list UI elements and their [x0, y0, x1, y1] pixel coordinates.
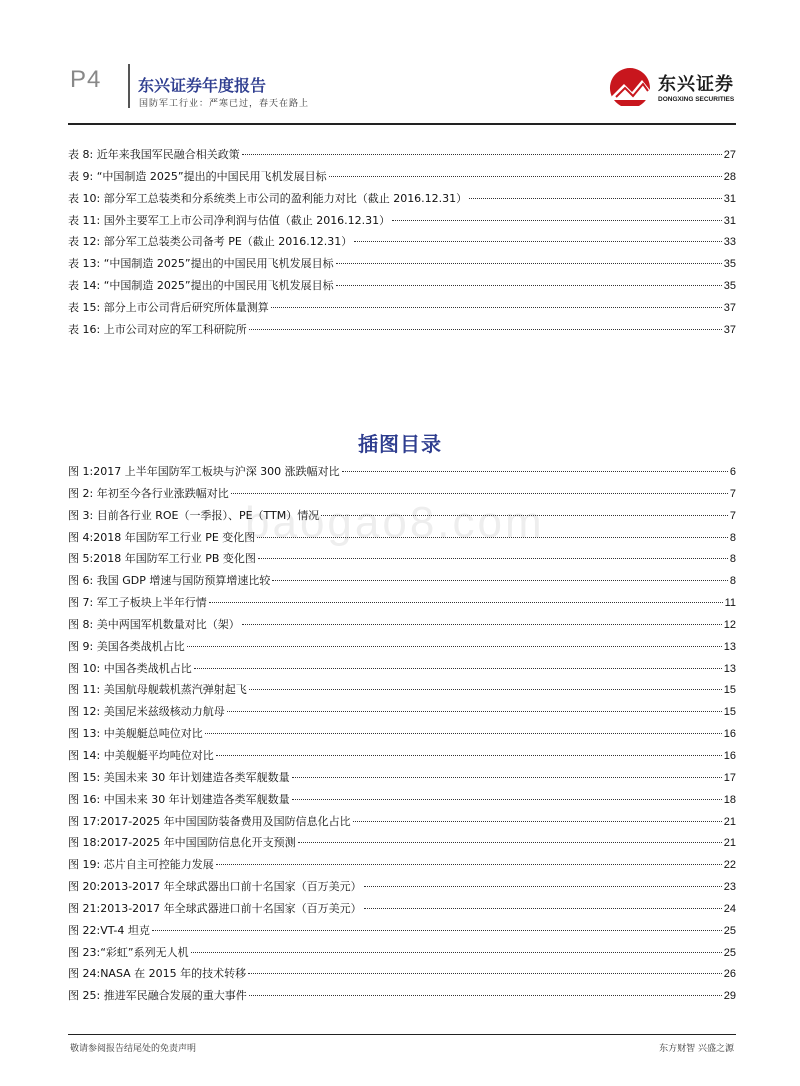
- toc-entry-page: 8: [729, 531, 736, 544]
- toc-entry-page: 37: [723, 323, 736, 336]
- toc-entry-label: 图 6: 我国 GDP 增速与国防预算增速比较: [68, 574, 271, 588]
- toc-leader-dots: [216, 755, 722, 756]
- toc-leader-dots: [205, 733, 722, 734]
- toc-entry-page: 29: [723, 990, 736, 1003]
- logo-english-name: DONGXING SECURITIES: [658, 96, 735, 103]
- page-header: [0, 0, 800, 128]
- toc-entry-page: 16: [723, 728, 736, 741]
- toc-entry-label: 图 1:2017 上半年国防军工板块与沪深 300 涨跌幅对比: [68, 465, 340, 478]
- toc-entry-label: 表 11: 国外主要军工上市公司净利润与估值（截止 2016.12.31）: [68, 213, 391, 227]
- figure-toc-entry[interactable]: [68, 485, 736, 507]
- toc-leader-dots: [329, 176, 722, 177]
- toc-entry-label: 图 18:2017-2025 年中国国防信息化开支预测: [68, 836, 296, 850]
- toc-leader-dots: [209, 602, 723, 603]
- figure-toc-entry[interactable]: [68, 572, 736, 594]
- figure-toc-entry[interactable]: [68, 965, 736, 987]
- logo-mark-icon: [608, 66, 652, 106]
- table-toc-entry[interactable]: [68, 299, 736, 321]
- toc-entry-label: 图 20:2013-2017 年全球武器出口前十名国家（百万美元）: [68, 880, 362, 894]
- toc-entry-label: 图 8: 美中两国军机数量对比（架）: [68, 617, 240, 631]
- toc-entry-label: 图 21:2013-2017 年全球武器进口前十名国家（百万美元）: [68, 901, 362, 915]
- toc-leader-dots: [187, 646, 722, 647]
- footer-rule: [68, 1034, 736, 1035]
- toc-entry-label: 图 9: 美国各类战机占比: [68, 639, 185, 653]
- figure-toc-entry[interactable]: [68, 529, 736, 551]
- toc-entry-label: 图 10: 中国各类战机占比: [68, 661, 192, 675]
- toc-entry-label: 表 9: “中国制造 2025”提出的中国民用飞机发展目标: [68, 169, 327, 183]
- figure-toc-entry[interactable]: [68, 747, 736, 769]
- toc-leader-dots: [354, 241, 721, 242]
- figure-toc-entry[interactable]: [68, 638, 736, 660]
- toc-entry-page: 21: [723, 837, 736, 850]
- toc-entry-page: 15: [723, 706, 736, 719]
- toc-entry-label: 表 12: 部分军工总装类公司备考 PE（截止 2016.12.31）: [68, 235, 353, 249]
- toc-leader-dots: [292, 799, 722, 800]
- figure-toc-entry[interactable]: [68, 878, 736, 900]
- toc-entry-page: 25: [723, 946, 736, 959]
- toc-leader-dots: [364, 908, 722, 909]
- table-toc-entry[interactable]: [68, 277, 736, 299]
- toc-leader-dots: [191, 952, 722, 953]
- toc-entry-label: 图 13: 中美舰艇总吨位对比: [68, 727, 203, 741]
- figure-toc-entry[interactable]: [68, 594, 736, 616]
- toc-entry-label: 图 4:2018 年国防军工行业 PE 变化图: [68, 530, 256, 544]
- toc-entry-page: 17: [723, 771, 736, 784]
- toc-entry-page: 18: [723, 793, 736, 806]
- table-toc-entry[interactable]: [68, 321, 736, 343]
- toc-entry-page: 16: [723, 749, 736, 762]
- toc-entry-page: 24: [723, 902, 736, 915]
- toc-leader-dots: [194, 668, 722, 669]
- toc-entry-page: 25: [723, 924, 736, 937]
- toc-entry-label: 表 13: “中国制造 2025”提出的中国民用飞机发展目标: [68, 257, 334, 271]
- toc-entry-page: 8: [729, 553, 736, 566]
- toc-leader-dots: [248, 973, 722, 974]
- toc-entry-page: 35: [723, 280, 736, 293]
- figure-toc-entry[interactable]: [68, 922, 736, 944]
- toc-entry-label: 图 7: 军工子板块上半年行情: [68, 596, 207, 610]
- toc-entry-label: 图 16: 中国未来 30 年计划建造各类军舰数量: [68, 792, 290, 806]
- figures-toc-list: [68, 463, 736, 1009]
- toc-entry-page: 31: [723, 192, 736, 205]
- logo-chinese-name: 东兴证券: [658, 74, 734, 95]
- toc-leader-dots: [469, 198, 722, 199]
- toc-leader-dots: [227, 711, 722, 712]
- toc-leader-dots: [342, 471, 728, 472]
- table-toc-entry[interactable]: [68, 168, 736, 190]
- figure-toc-entry[interactable]: [68, 660, 736, 682]
- figure-toc-entry[interactable]: [68, 550, 736, 572]
- figure-toc-entry[interactable]: [68, 616, 736, 638]
- toc-entry-page: 31: [723, 214, 736, 227]
- figure-toc-entry[interactable]: [68, 769, 736, 791]
- toc-entry-label: 图 17:2017-2025 年中国国防装备费用及国防信息化占比: [68, 814, 351, 828]
- figure-toc-entry[interactable]: [68, 856, 736, 878]
- toc-entry-page: 21: [723, 815, 736, 828]
- toc-entry-label: 图 12: 美国尼米兹级核动力航母: [68, 705, 225, 719]
- toc-entry-label: 图 23:“彩虹”系列无人机: [68, 945, 189, 959]
- toc-leader-dots: [249, 329, 722, 330]
- toc-entry-page: 7: [729, 487, 736, 500]
- toc-entry-label: 表 15: 部分上市公司背后研究所体量测算: [68, 300, 269, 314]
- toc-entry-page: 13: [723, 662, 736, 675]
- toc-leader-dots: [152, 930, 722, 931]
- toc-entry-label: 表 10: 部分军工总装类和分系统类上市公司的盈利能力对比（截止 2016.12.31）: [68, 191, 468, 205]
- report-subtitle: 国防军工行业：严寒已过，春天在路上: [139, 99, 310, 109]
- toc-entry-page: 37: [723, 301, 736, 314]
- toc-entry-page: 11: [724, 597, 736, 610]
- toc-entry-page: 22: [723, 859, 736, 872]
- toc-leader-dots: [272, 580, 728, 581]
- figure-toc-entry[interactable]: [68, 813, 736, 835]
- page-number: P4: [70, 66, 102, 93]
- figure-toc-entry[interactable]: [68, 703, 736, 725]
- figure-toc-entry[interactable]: [68, 944, 736, 966]
- tables-toc-list: [68, 146, 736, 343]
- toc-leader-dots: [336, 263, 722, 264]
- toc-entry-label: 图 24:NASA 在 2015 年的技术转移: [68, 967, 247, 981]
- footer-slogan: 东方财智 兴盛之源: [659, 1044, 734, 1054]
- figure-toc-entry[interactable]: [68, 681, 736, 703]
- toc-entry-page: 28: [723, 170, 736, 183]
- toc-leader-dots: [292, 777, 722, 778]
- watermark: baogao8.com: [245, 498, 545, 547]
- toc-entry-page: 7: [729, 509, 736, 522]
- toc-leader-dots: [231, 493, 728, 494]
- toc-entry-label: 图 5:2018 年国防军工行业 PB 变化图: [68, 552, 256, 566]
- toc-entry-page: 15: [723, 684, 736, 697]
- toc-entry-label: 表 16: 上市公司对应的军工科研院所: [68, 322, 247, 336]
- figure-toc-entry[interactable]: [68, 834, 736, 856]
- toc-entry-page: 6: [729, 466, 736, 478]
- toc-entry-page: 26: [723, 968, 736, 981]
- figure-toc-entry[interactable]: [68, 463, 736, 485]
- toc-entry-page: 35: [723, 258, 736, 271]
- toc-leader-dots: [249, 689, 722, 690]
- table-toc-entry[interactable]: [68, 233, 736, 255]
- toc-entry-page: 13: [723, 640, 736, 653]
- toc-entry-label: 图 19: 芯片自主可控能力发展: [68, 858, 214, 872]
- figure-toc-entry[interactable]: [68, 987, 736, 1009]
- toc-entry-label: 图 25: 推进军民融合发展的重大事件: [68, 989, 247, 1003]
- toc-leader-dots: [364, 886, 722, 887]
- toc-leader-dots: [242, 154, 722, 155]
- toc-leader-dots: [242, 624, 722, 625]
- company-logo: [608, 64, 735, 112]
- toc-entry-page: 12: [723, 618, 736, 631]
- toc-leader-dots: [353, 821, 722, 822]
- figure-toc-entry[interactable]: [68, 507, 736, 529]
- header-rule: [68, 123, 736, 125]
- toc-entry-label: 图 3: 目前各行业 ROE（一季报）、PE（TTM）情况: [68, 508, 320, 522]
- report-title: 东兴证券年度报告: [138, 76, 267, 95]
- toc-entry-label: 图 11: 美国航母舰载机蒸汽弹射起飞: [68, 683, 247, 697]
- table-toc-entry[interactable]: [68, 255, 736, 277]
- footer-disclaimer: 敬请参阅报告结尾处的免责声明: [70, 1044, 197, 1054]
- toc-leader-dots: [298, 842, 722, 843]
- toc-entry-page: 33: [723, 236, 736, 249]
- figures-section-title: 插图目录: [358, 432, 442, 456]
- toc-entry-label: 图 2: 年初至今各行业涨跌幅对比: [68, 486, 229, 500]
- toc-leader-dots: [336, 285, 722, 286]
- toc-leader-dots: [258, 558, 728, 559]
- toc-entry-label: 图 22:VT-4 坦克: [68, 923, 150, 937]
- toc-entry-page: 27: [723, 149, 736, 161]
- figure-toc-entry[interactable]: [68, 900, 736, 922]
- toc-leader-dots: [257, 537, 728, 538]
- toc-entry-label: 图 14: 中美舰艇平均吨位对比: [68, 748, 214, 762]
- toc-leader-dots: [249, 995, 722, 996]
- toc-entry-label: 表 8: 近年来我国军民融合相关政策: [68, 148, 240, 161]
- toc-leader-dots: [321, 515, 728, 516]
- header-divider: [128, 64, 130, 108]
- toc-entry-label: 表 14: “中国制造 2025”提出的中国民用飞机发展目标: [68, 279, 334, 293]
- toc-entry-page: 23: [723, 881, 736, 894]
- toc-entry-label: 图 15: 美国未来 30 年计划建造各类军舰数量: [68, 770, 290, 784]
- table-toc-entry[interactable]: [68, 190, 736, 212]
- toc-entry-page: 8: [729, 575, 736, 588]
- figure-toc-entry[interactable]: [68, 725, 736, 747]
- figure-toc-entry[interactable]: [68, 791, 736, 813]
- toc-leader-dots: [392, 220, 722, 221]
- table-toc-entry[interactable]: [68, 212, 736, 234]
- toc-leader-dots: [216, 864, 722, 865]
- toc-leader-dots: [271, 307, 722, 308]
- table-toc-entry[interactable]: [68, 146, 736, 168]
